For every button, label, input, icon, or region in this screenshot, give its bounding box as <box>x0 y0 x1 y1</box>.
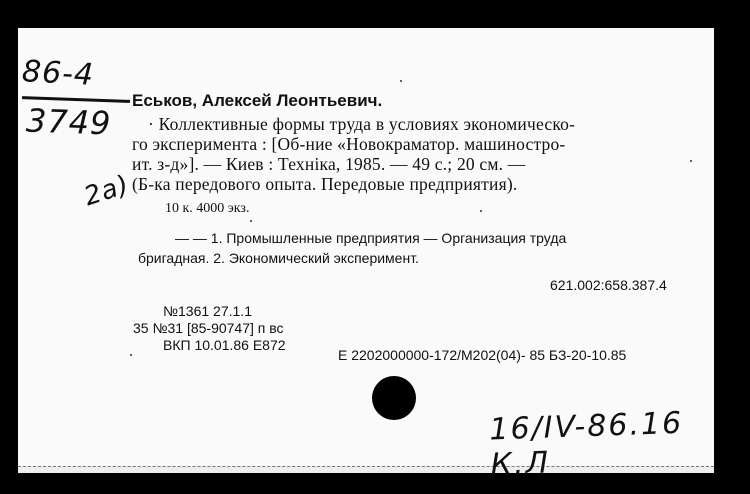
shelf-mark-bottom: 3749 <box>25 101 113 143</box>
title-line-4: (Б-ка передового опыта. Передовые предприятия). <box>132 174 518 194</box>
subjects-line-2: бригадная. 2. Экономический эксперимент. <box>138 250 419 266</box>
speck <box>400 80 402 82</box>
service-line-4: Е 2202000000-172/М202(04)- 85 БЗ-20-10.85 <box>338 347 627 363</box>
title-line-3: ит. з-д»]. — Киев : Техніка, 1985. — 49 с.; 20 см. — <box>132 154 526 174</box>
udc-code: 621.002:658.387.4 <box>550 277 667 293</box>
punch-hole <box>372 376 416 420</box>
subjects-line-1: — — 1. Промышленные предприятия — Организация труда <box>175 230 567 246</box>
title-line-2: го эксперимента : [Об-ние «Новокраматор. машиностро- <box>132 134 566 154</box>
shelf-mark-side: 2а) <box>80 169 134 213</box>
speck <box>690 160 692 162</box>
service-line-3: ВКП 10.01.86 Е872 <box>163 337 286 353</box>
title-line-1: · Коллективные формы труда в условиях экономическо- <box>148 114 576 134</box>
author-heading: Еськов, Алексей Леонтьевич. <box>132 91 383 110</box>
handwritten-date: 16/IV-86.16 К.Л <box>488 405 684 483</box>
speck <box>250 220 252 222</box>
speck <box>480 210 482 212</box>
service-line-2: 35 №31 [85-90747] п вс <box>133 320 284 336</box>
price-line: 10 к. 4000 экз. <box>165 201 250 216</box>
shelf-mark-top: 86-4 <box>21 54 95 93</box>
service-line-1: №1361 27.1.1 <box>163 303 252 319</box>
speck <box>130 354 132 356</box>
